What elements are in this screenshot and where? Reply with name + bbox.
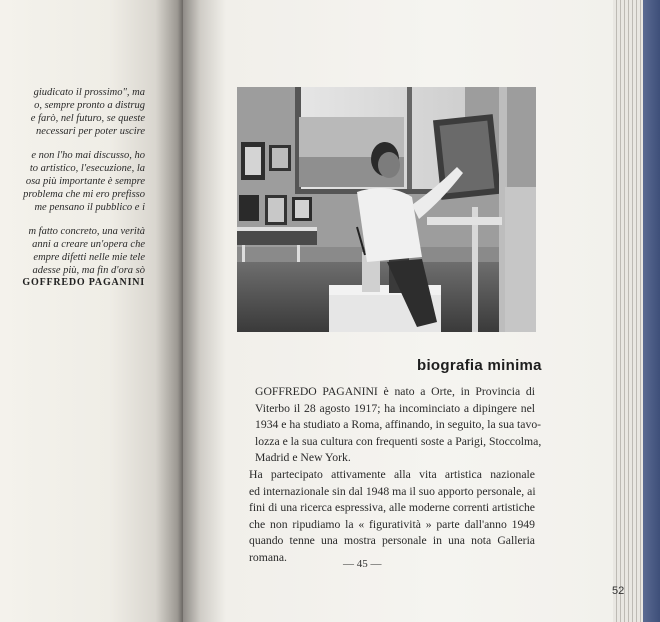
artist-photo: [237, 87, 536, 332]
text-line: Ha partecipato attivamente alla vita artistica nazionale: [249, 467, 535, 481]
bio-paragraph-2: [227, 467, 535, 567]
text-line: giudicato il prossimo", ma: [33, 87, 145, 98]
text-line: necessari per poter uscire: [36, 126, 145, 137]
left-page-text: [0, 86, 145, 288]
text-line: e farò, nel futuro, se queste: [30, 113, 145, 124]
page-edges: [613, 0, 660, 622]
text-line: romana.: [249, 550, 287, 564]
text-line: empre difetti nelle mie tele: [33, 252, 145, 263]
text-line: osa più importante è sempre: [25, 176, 145, 187]
left-paragraph-1: [0, 86, 145, 138]
text-line: m fatto concreto, una verità: [28, 226, 145, 237]
left-page: [0, 0, 183, 622]
text-line: 1934 e ha studiato a Roma, affinando, in seguito, la sua tavo-: [255, 418, 542, 432]
text-line: Viterbo il 28 agosto 1917; ha incominciato a dipingere nel: [255, 401, 535, 415]
text-line: anni a creare un'opera che: [32, 239, 145, 250]
edge-page-number: 52: [612, 585, 625, 597]
bio-paragraph-1: [227, 384, 542, 467]
text-line: e non l'ho mai discusso, ho: [31, 150, 145, 161]
text-line: me pensano il pubblico e i: [34, 202, 145, 213]
text-line: che non ripudiamo la « figuratività » parte dall'anno 1949: [249, 517, 535, 531]
text-line: Madrid e New York.: [255, 451, 351, 465]
page-number: — 45 —: [343, 558, 382, 570]
text-line: o, sempre pronto a distrug: [34, 100, 145, 111]
left-signature: GOFFREDO PAGANINI: [22, 277, 145, 288]
text-line: to artistico, l'esecuzione, la: [29, 163, 145, 174]
photo-illustration: [237, 87, 536, 332]
text-line: lozza e la sua cultura con frequenti soste a Parigi, Stoccolma,: [255, 434, 542, 448]
section-heading: biografia minima: [417, 357, 542, 374]
text-line: quando tenne una mostra personale in una nota Galleria: [249, 534, 535, 548]
book-cover-edge: [643, 0, 660, 622]
text-line: GOFFREDO PAGANINI è nato a Orte, in Provincia di: [255, 385, 535, 398]
biography-text: [227, 384, 542, 567]
left-paragraph-3: [0, 225, 145, 277]
text-line: ed internazionale sin dal 1948 ma il suo apporto personale, ai: [249, 484, 536, 498]
left-paragraph-2: [0, 149, 145, 214]
text-line: problema che mi ero prefisso: [23, 189, 145, 200]
text-line: fini di una ricerca espressiva, alle moderne correnti artistiche: [249, 501, 535, 515]
text-line: adesse più, ma fin d'ora sò: [32, 265, 145, 276]
